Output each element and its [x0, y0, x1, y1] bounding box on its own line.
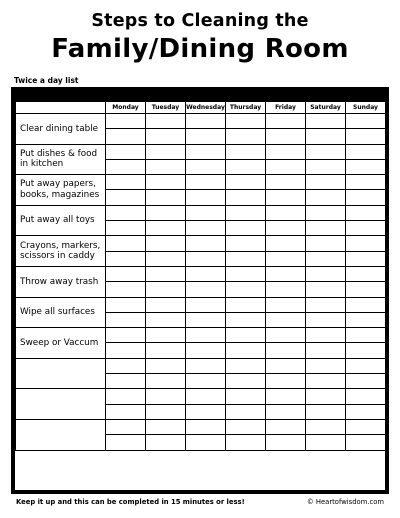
check-cell[interactable]: [306, 129, 346, 144]
check-cell[interactable]: [346, 266, 386, 281]
check-cell[interactable]: [106, 266, 146, 281]
check-cell[interactable]: [226, 312, 266, 327]
check-cell[interactable]: [306, 328, 346, 343]
check-cell[interactable]: [346, 236, 386, 251]
check-cell[interactable]: [146, 205, 186, 220]
list-subtitle: Twice a day list: [14, 76, 79, 85]
chart-grid: [14, 101, 385, 490]
task-label-line: Wipe all surfaces: [20, 307, 95, 318]
check-cell[interactable]: [306, 236, 346, 251]
check-cell[interactable]: [106, 144, 146, 159]
check-cell[interactable]: [346, 404, 386, 419]
check-cell[interactable]: [266, 175, 306, 190]
check-cell[interactable]: [266, 236, 306, 251]
check-cell[interactable]: [266, 358, 306, 373]
check-cell[interactable]: [186, 389, 226, 404]
task-label: [16, 175, 106, 206]
check-cell[interactable]: [186, 404, 226, 419]
check-cell[interactable]: [226, 435, 266, 450]
check-cell[interactable]: [186, 251, 226, 266]
check-cell[interactable]: [106, 404, 146, 419]
check-cell[interactable]: [146, 404, 186, 419]
check-cell[interactable]: [266, 282, 306, 297]
check-cell[interactable]: [346, 175, 386, 190]
task-label-line: Crayons, markers,: [20, 240, 101, 251]
task-label-line: Put dishes & food: [20, 148, 98, 159]
title-line-2: Family/Dining Room: [51, 34, 349, 64]
check-cell[interactable]: [186, 282, 226, 297]
check-cell[interactable]: [106, 297, 146, 312]
check-cell[interactable]: [346, 251, 386, 266]
task-row: [16, 144, 386, 159]
check-cell[interactable]: [266, 190, 306, 205]
check-cell[interactable]: [146, 343, 186, 358]
check-cell[interactable]: [226, 221, 266, 236]
check-cell[interactable]: [146, 251, 186, 266]
check-cell[interactable]: [186, 358, 226, 373]
day-header: Sunday: [346, 102, 386, 114]
check-cell[interactable]: [346, 129, 386, 144]
check-cell[interactable]: [266, 159, 306, 174]
check-cell[interactable]: [346, 144, 386, 159]
check-cell[interactable]: [186, 129, 226, 144]
check-cell[interactable]: [306, 144, 346, 159]
check-cell[interactable]: [306, 374, 346, 389]
check-cell[interactable]: [146, 266, 186, 281]
task-row: [16, 358, 386, 373]
task-label: [16, 328, 106, 359]
check-cell[interactable]: [106, 358, 146, 373]
check-cell[interactable]: [146, 144, 186, 159]
task-label: [16, 144, 106, 175]
check-cell[interactable]: [226, 190, 266, 205]
check-cell[interactable]: [266, 374, 306, 389]
check-cell[interactable]: [266, 266, 306, 281]
check-cell[interactable]: [346, 358, 386, 373]
check-cell[interactable]: [106, 435, 146, 450]
check-cell[interactable]: [146, 419, 186, 434]
task-row: [16, 328, 386, 343]
check-cell[interactable]: [146, 389, 186, 404]
check-cell[interactable]: [106, 114, 146, 129]
check-cell[interactable]: [226, 266, 266, 281]
task-label-line: Sweep or Vaccum: [20, 337, 99, 348]
check-cell[interactable]: [146, 221, 186, 236]
check-cell[interactable]: [226, 389, 266, 404]
check-cell[interactable]: [266, 114, 306, 129]
check-cell[interactable]: [346, 389, 386, 404]
check-cell[interactable]: [186, 435, 226, 450]
task-row: [16, 236, 386, 251]
check-cell[interactable]: [106, 419, 146, 434]
check-cell[interactable]: [106, 190, 146, 205]
check-cell[interactable]: [226, 175, 266, 190]
check-cell[interactable]: [306, 190, 346, 205]
check-cell[interactable]: [226, 205, 266, 220]
check-cell[interactable]: [346, 282, 386, 297]
task-rows: [16, 114, 386, 451]
check-cell[interactable]: [226, 129, 266, 144]
check-cell[interactable]: [186, 297, 226, 312]
check-cell[interactable]: [146, 297, 186, 312]
check-cell[interactable]: [106, 343, 146, 358]
check-cell[interactable]: [186, 144, 226, 159]
check-cell[interactable]: [106, 282, 146, 297]
task-label-line: Clear dining table: [20, 123, 99, 134]
check-cell[interactable]: [306, 358, 346, 373]
check-cell[interactable]: [106, 251, 146, 266]
check-cell[interactable]: [186, 205, 226, 220]
check-cell[interactable]: [186, 190, 226, 205]
check-cell[interactable]: [306, 205, 346, 220]
task-label: [16, 297, 106, 328]
check-cell[interactable]: [226, 343, 266, 358]
check-cell[interactable]: [266, 312, 306, 327]
title-line-1: Steps to Cleaning the: [91, 11, 309, 31]
task-row: [16, 419, 386, 434]
check-cell[interactable]: [226, 297, 266, 312]
chore-chart: [11, 87, 389, 494]
check-cell[interactable]: [146, 236, 186, 251]
task-label-line: books, magazines: [20, 189, 100, 200]
check-cell[interactable]: [346, 374, 386, 389]
check-cell[interactable]: [306, 282, 346, 297]
check-cell[interactable]: [186, 419, 226, 434]
task-label: [16, 266, 106, 297]
check-cell[interactable]: [226, 251, 266, 266]
task-label: [16, 419, 106, 450]
check-cell[interactable]: [346, 297, 386, 312]
chore-table: [15, 101, 386, 451]
check-cell[interactable]: [106, 221, 146, 236]
check-cell[interactable]: [306, 221, 346, 236]
task-label: [16, 358, 106, 389]
check-cell[interactable]: [186, 343, 226, 358]
check-cell[interactable]: [306, 266, 346, 281]
check-cell[interactable]: [266, 389, 306, 404]
check-cell[interactable]: [306, 389, 346, 404]
day-header: Friday: [266, 102, 306, 114]
check-cell[interactable]: [106, 236, 146, 251]
task-label-line: in kitchen: [20, 159, 64, 170]
check-cell[interactable]: [146, 129, 186, 144]
check-cell[interactable]: [306, 419, 346, 434]
check-cell[interactable]: [346, 159, 386, 174]
check-cell[interactable]: [266, 419, 306, 434]
check-cell[interactable]: [146, 190, 186, 205]
check-cell[interactable]: [146, 114, 186, 129]
check-cell[interactable]: [266, 144, 306, 159]
day-header: Thursday: [226, 102, 266, 114]
task-label: [16, 205, 106, 236]
task-label-line: Put away all toys: [20, 215, 95, 226]
check-cell[interactable]: [266, 251, 306, 266]
check-cell[interactable]: [186, 159, 226, 174]
check-cell[interactable]: [306, 312, 346, 327]
check-cell[interactable]: [226, 419, 266, 434]
check-cell[interactable]: [266, 129, 306, 144]
check-cell[interactable]: [226, 236, 266, 251]
task-row: [16, 266, 386, 281]
task-column-header: [16, 102, 106, 114]
check-cell[interactable]: [106, 312, 146, 327]
check-cell[interactable]: [266, 205, 306, 220]
check-cell[interactable]: [106, 389, 146, 404]
check-cell[interactable]: [226, 159, 266, 174]
check-cell[interactable]: [106, 205, 146, 220]
check-cell[interactable]: [266, 404, 306, 419]
check-cell[interactable]: [266, 221, 306, 236]
check-cell[interactable]: [226, 114, 266, 129]
check-cell[interactable]: [226, 404, 266, 419]
task-label-line: Throw away trash: [20, 276, 99, 287]
check-cell[interactable]: [346, 328, 386, 343]
check-cell[interactable]: [186, 328, 226, 343]
check-cell[interactable]: [306, 175, 346, 190]
check-cell[interactable]: [226, 328, 266, 343]
check-cell[interactable]: [306, 159, 346, 174]
check-cell[interactable]: [346, 419, 386, 434]
check-cell[interactable]: [346, 221, 386, 236]
check-cell[interactable]: [306, 343, 346, 358]
task-label-line: scissors in caddy: [20, 251, 95, 262]
check-cell[interactable]: [346, 343, 386, 358]
check-cell[interactable]: [306, 404, 346, 419]
task-row: [16, 114, 386, 129]
day-header: Saturday: [306, 102, 346, 114]
check-cell[interactable]: [106, 328, 146, 343]
task-label-line: Put away papers,: [20, 179, 96, 190]
check-cell[interactable]: [226, 144, 266, 159]
copyright: © Heartofwisdom.com: [306, 498, 384, 506]
check-cell[interactable]: [106, 159, 146, 174]
check-cell[interactable]: [146, 312, 186, 327]
check-cell[interactable]: [346, 190, 386, 205]
check-cell[interactable]: [186, 236, 226, 251]
check-cell[interactable]: [106, 374, 146, 389]
check-cell[interactable]: [146, 282, 186, 297]
check-cell[interactable]: [306, 435, 346, 450]
check-cell[interactable]: [186, 266, 226, 281]
check-cell[interactable]: [186, 175, 226, 190]
task-label: [16, 114, 106, 145]
check-cell[interactable]: [146, 358, 186, 373]
check-cell[interactable]: [346, 435, 386, 450]
task-row: [16, 297, 386, 312]
check-cell[interactable]: [146, 374, 186, 389]
day-header: Wednesday: [186, 102, 226, 114]
check-cell[interactable]: [146, 175, 186, 190]
check-cell[interactable]: [186, 374, 226, 389]
task-label: [16, 236, 106, 267]
check-cell[interactable]: [306, 297, 346, 312]
check-cell[interactable]: [106, 129, 146, 144]
check-cell[interactable]: [226, 358, 266, 373]
header-row: [16, 102, 386, 114]
check-cell[interactable]: [266, 328, 306, 343]
footer-note: Keep it up and this can be completed in 15 minutes or less!: [16, 498, 245, 506]
day-header: Monday: [106, 102, 146, 114]
check-cell[interactable]: [186, 114, 226, 129]
check-cell[interactable]: [146, 159, 186, 174]
task-row: [16, 175, 386, 190]
check-cell[interactable]: [306, 251, 346, 266]
task-row: [16, 205, 386, 220]
check-cell[interactable]: [186, 221, 226, 236]
check-cell[interactable]: [346, 312, 386, 327]
check-cell[interactable]: [266, 297, 306, 312]
check-cell[interactable]: [146, 328, 186, 343]
task-label: [16, 389, 106, 420]
check-cell[interactable]: [226, 374, 266, 389]
check-cell[interactable]: [106, 175, 146, 190]
day-header: Tuesday: [146, 102, 186, 114]
check-cell[interactable]: [266, 343, 306, 358]
check-cell[interactable]: [226, 282, 266, 297]
check-cell[interactable]: [186, 312, 226, 327]
check-cell[interactable]: [346, 205, 386, 220]
task-row: [16, 389, 386, 404]
check-cell[interactable]: [146, 435, 186, 450]
check-cell[interactable]: [266, 435, 306, 450]
check-cell[interactable]: [346, 114, 386, 129]
check-cell[interactable]: [306, 114, 346, 129]
